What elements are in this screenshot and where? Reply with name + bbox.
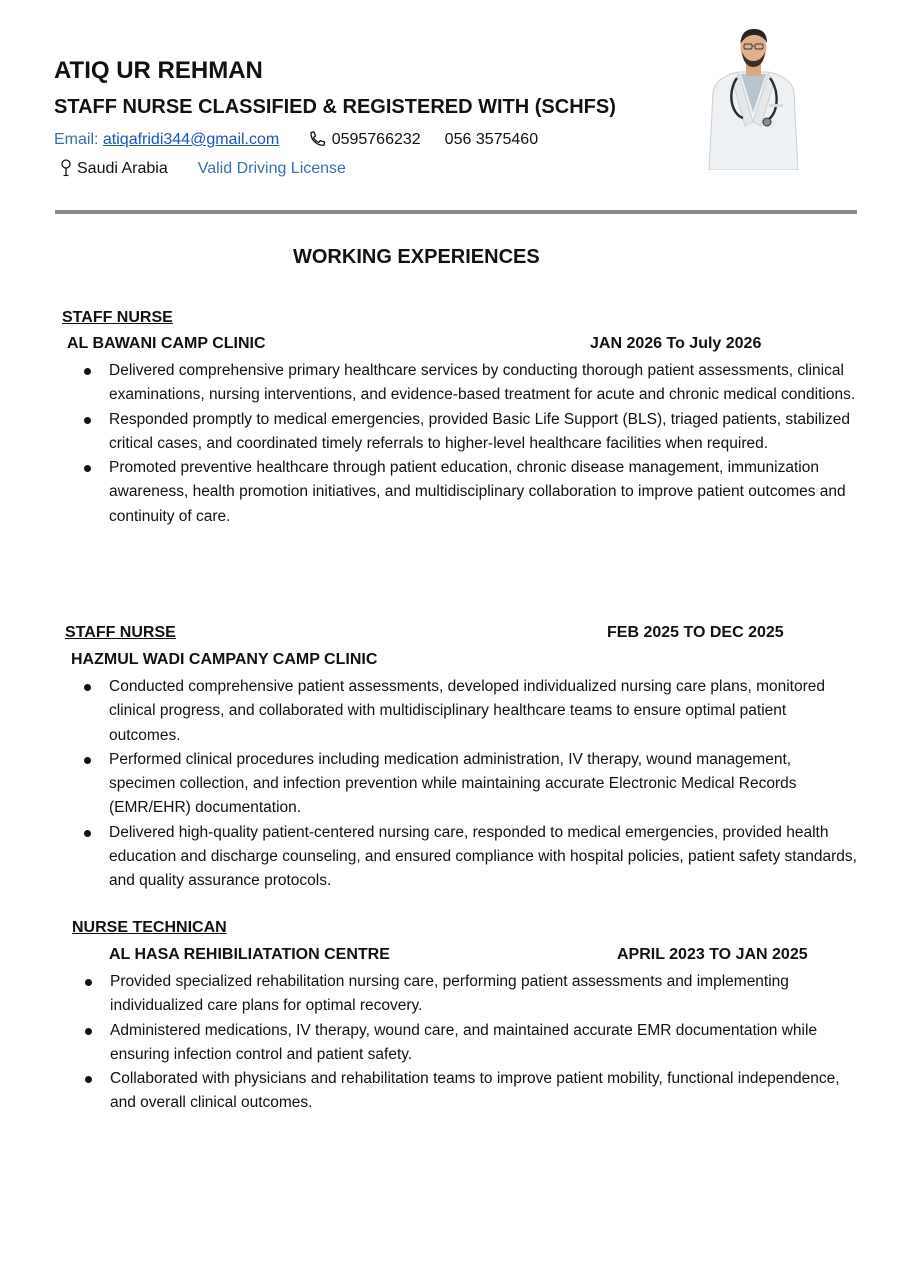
list-item: Promoted preventive healthcare through patient education, chronic disease management, immunization awareness, health promotion initiatives, and multidisciplinary collaboration to improve patient outcomes and continuity of care. <box>109 456 859 529</box>
location-row <box>60 159 346 178</box>
contact-row <box>54 131 538 149</box>
job-dates: FEB 2025 TO DEC 2025 <box>607 624 784 641</box>
email-link[interactable]: atiqafridi344@gmail.com <box>102 131 280 148</box>
section-title: WORKING EXPERIENCES <box>293 246 540 268</box>
list-item: Conducted comprehensive patient assessments, developed individualized nursing care plans, monitored clinical progress, and collaborated with multidisciplinary healthcare teams to ensure optimal patient outcomes. <box>109 675 859 748</box>
list-item: Performed clinical procedures including medication administration, IV therapy, wound management, specimen collection, and infection prevention while maintaining accurate Electronic Medical Records (EMR/EHR) documentation. <box>109 748 859 821</box>
profile-photo <box>697 22 810 170</box>
phone-icon <box>308 131 326 147</box>
job-dates: APRIL 2023 TO JAN 2025 <box>617 946 808 963</box>
job-dates: JAN 2026 To July 2026 <box>590 335 762 352</box>
job-title: STAFF NURSE <box>62 309 173 326</box>
driving-license-text: Valid Driving License <box>197 160 346 177</box>
job-employer: HAZMUL WADI CAMPANY CAMP CLINIC <box>71 651 378 668</box>
phone-number-2: 056 3575460 <box>444 131 539 148</box>
job-bullets <box>109 359 859 529</box>
list-item: Administered medications, IV therapy, wound care, and maintained accurate EMR documentation while ensuring infection control and patient safety. <box>110 1019 855 1068</box>
job-bullets <box>109 675 859 894</box>
email-label: Email: <box>54 131 103 148</box>
location-text: Saudi Arabia <box>77 160 168 177</box>
phone-number-1: 0595766232 <box>331 131 421 148</box>
job-employer: AL BAWANI CAMP CLINIC <box>67 335 266 352</box>
list-item: Provided specialized rehabilitation nursing care, performing patient assessments and implementing individualized care plans for optimal recovery. <box>110 970 855 1019</box>
list-item: Responded promptly to medical emergencies, provided Basic Life Support (BLS), triaged patients, stabilized critical cases, and coordinated timely referrals to higher-level healthcare facilities when required. <box>109 408 859 457</box>
map-pin-icon <box>60 159 72 177</box>
job-bullets <box>110 970 855 1116</box>
job-employer: AL HASA REHIBILIATATION CENTRE <box>109 946 390 963</box>
list-item: Collaborated with physicians and rehabilitation teams to improve patient mobility, functional independence, and overall clinical outcomes. <box>110 1067 855 1116</box>
list-item: Delivered comprehensive primary healthcare services by conducting thorough patient assessments, clinical examinations, nursing interventions, and evidence-based treatment for acute and chronic medical conditions. <box>109 359 859 408</box>
candidate-title: STAFF NURSE CLASSIFIED & REGISTERED WITH (SCHFS) <box>54 96 616 118</box>
list-item: Delivered high-quality patient-centered nursing care, responded to medical emergencies, provided health education and discharge counseling, and ensured compliance with hospital policies, patient safety standards, and quality assurance protocols. <box>109 821 859 894</box>
job-title: STAFF NURSE <box>65 624 176 641</box>
job-title: NURSE TECHNICAN <box>72 919 227 936</box>
candidate-name: ATIQ UR REHMAN <box>54 57 263 84</box>
header-divider <box>55 210 857 214</box>
